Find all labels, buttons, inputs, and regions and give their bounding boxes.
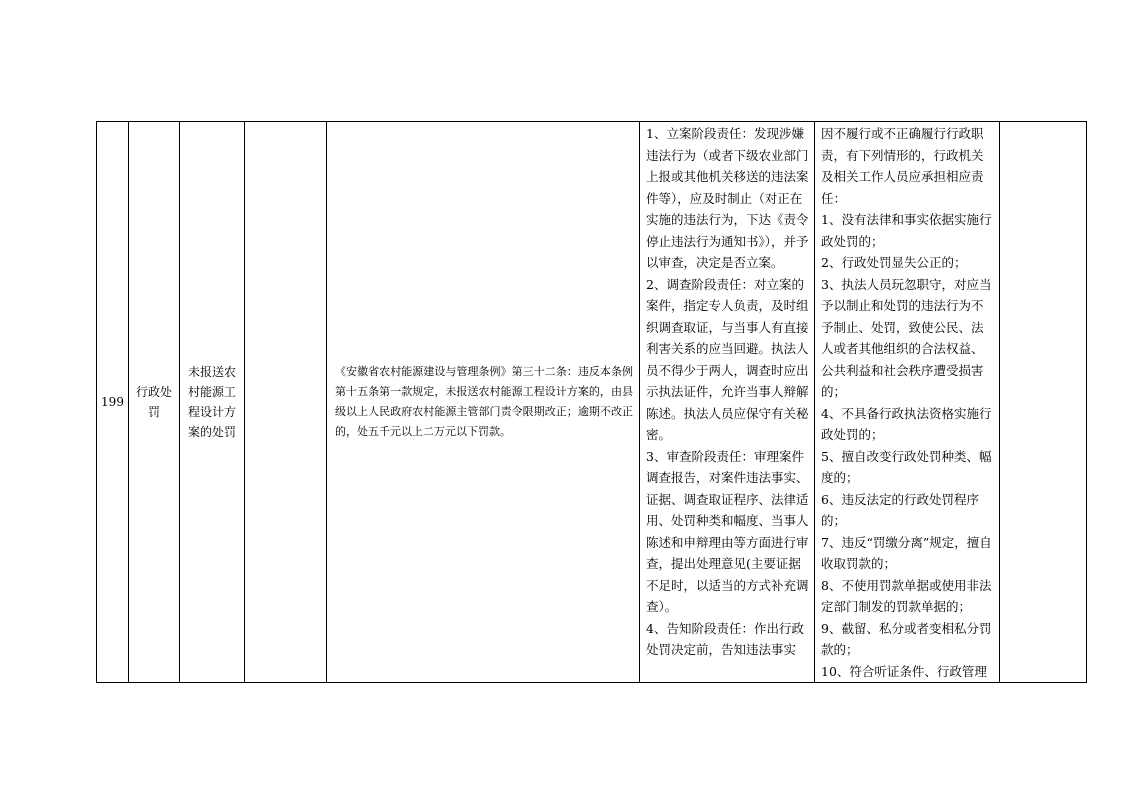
accountability-items: 因不履行或不正确履行行政职责，有下列情形的，行政机关及相关工作人员应承担相应责任： 1、没有法律和事实依据实施行政处罚的； 2、行政处罚显失公正的； 3、执法人员玩忽职守，对应当予以制止和处罚的违法行为不予制止、处罚，致使公民、法人或者其他组织的合法权益、公共利益和社会秩序遭受损害的； 4、不具备行政执法资格实施行政处罚的； 5、擅自改变行政处罚种类、幅度的； 6、违反法定的行政处罚程序的； 7、违反“罚缴分离”规定，擅自收取罚款的； 8、不使用罚款单据或使用非法定部门制发的罚款单据的； 9、截留、私分或者变相私分罚款的； 10、符合听证条件、行政管理 — [815, 122, 1000, 683]
legal-basis: 《安徽省农村能源建设与管理条例》第三十二条：违反本条例第十五条第一款规定，未报送农村能源工程设计方案的，由县级以上人民政府农村能源主管部门责令限期改正；逾期不改正的，处五千元以上二万元以下罚款。 — [327, 122, 640, 683]
subitem-cell — [245, 122, 327, 683]
table-row — [97, 122, 1087, 683]
row-number: 199 — [97, 122, 129, 683]
responsibility-items: 1、立案阶段责任：发现涉嫌违法行为（或者下级农业部门上报或其他机关移送的违法案件等），应及时制止（对正在实施的违法行为，下达《责令停止违法行为通知书》），并予以审查，决定是否立案。 2、调查阶段责任：对立案的案件，指定专人负责，及时组织调查取证，与当事人有直接利害关系的应当回避。执法人员不得少于两人，调查时应出示执法证件，允许当事人辩解陈述。执法人员应保守有关秘密。 3、审查阶段责任：审理案件调查报告，对案件违法事实、证据、调查取证程序、法律适用、处罚种类和幅度、当事人陈述和申辩理由等方面进行审查，提出处理意见(主要证据不足时，以适当的方式补充调查）。 4、告知阶段责任：作出行政处罚决定前，告知违法事实 — [640, 122, 815, 683]
item-name: 未报送农村能源工程设计方案的处罚 — [180, 122, 245, 683]
remarks-cell — [1000, 122, 1087, 683]
power-category: 行政处罚 — [129, 122, 180, 683]
duty-list-table — [96, 121, 1087, 683]
